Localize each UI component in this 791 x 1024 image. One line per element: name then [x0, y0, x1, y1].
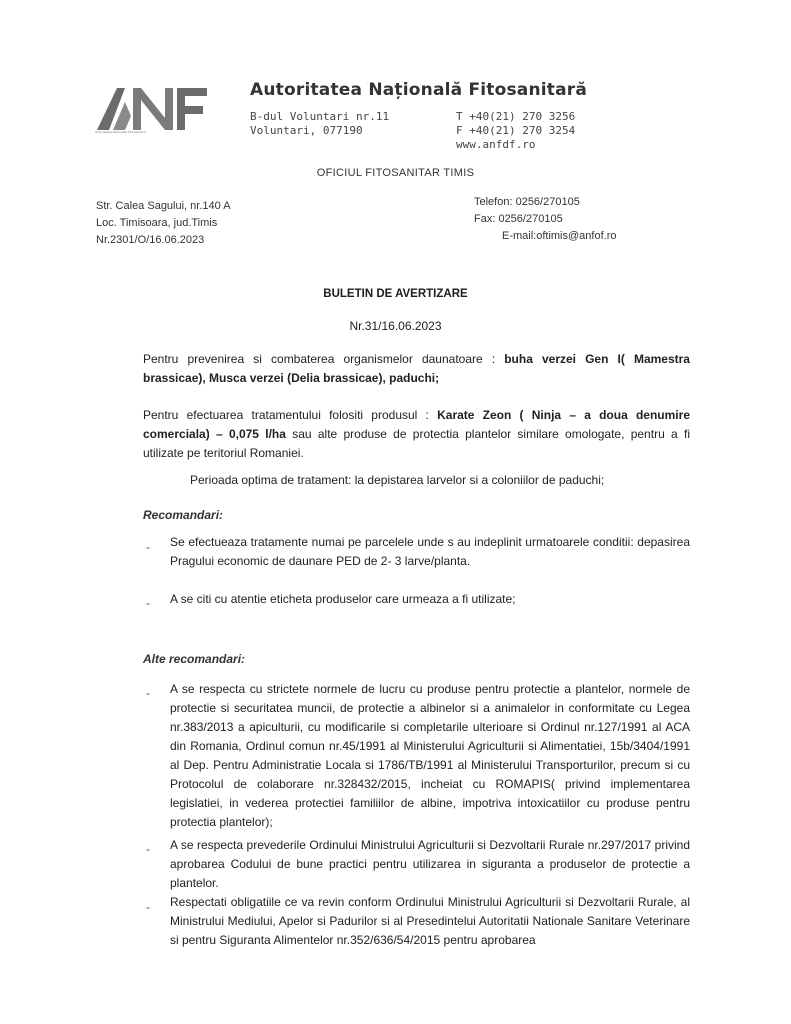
other-recommendation-item: A se respecta prevederile Ordinului Ministrului Agriculturii si Dezvoltarii Rurale nr.297/2017 privind aprobarea Codului de bune practici pentru utilizarea in siguranta a produselor de protectie a plantelor. — [170, 838, 690, 890]
office-name: OFICIUL FITOSANITAR TIMIS — [316, 167, 475, 179]
other-recommendation-item: A se respecta cu strictete normele de lucru cu produse pentru protectie a plantelor, normele de protectie si securitatea muncii, de protectie a albinelor si a animalelor in conformitate cu Legea nr.383/2013 a apiculturii, cu modificarile si completarile ulterioare si Ordinul nr.127/1991 al ACA din Romania, Ordinul comun nr.45/1991 al Ministerului Agriculturii si Alimentatiei, 15b/3404/1991 al Dep. Pentru Administratie Locala si 1786/TB/1991 al Ministerului Transporturilor, precum si cu Protocolul de colaborare nr.328432/2015, incheiat cu ROMAPIS( privind implementarea legislatiei, in vederea protectiei familiilor de albine, impotriva intoxicatiilor cu produse pentru protectia plantelor); — [170, 682, 690, 829]
address-line-2: Voluntari, 077190 — [250, 124, 363, 137]
bullet-dash: - — [146, 686, 150, 700]
logo-tagline: Autoritatea Nationala Fitosanitara — [95, 130, 146, 134]
bullet-dash: - — [146, 596, 150, 610]
bullet-dash: - — [146, 842, 150, 856]
intro-paragraph-1 — [143, 350, 690, 388]
recommendations-heading: Recomandari: — [143, 508, 224, 522]
header-phone: T +40(21) 270 3256 — [456, 110, 576, 123]
bulletin-number: Nr.31/16.06.2023 — [349, 319, 442, 333]
address-line-1: B-dul Voluntari nr.11 — [250, 110, 390, 123]
intro-paragraph-2 — [143, 406, 690, 463]
bullet-dash: - — [146, 540, 150, 554]
office-street: Str. Calea Sagului, nr.140 A — [96, 200, 231, 212]
registration-number: Nr.2301/O/16.06.2023 — [96, 234, 205, 246]
other-recommendations-heading: Alte recomandari: — [143, 652, 246, 666]
treatment-period: Perioada optima de tratament: la depistarea larvelor si a coloniilor de paduchi; — [190, 473, 605, 487]
bullet-dash: - — [146, 900, 150, 914]
recommendation-item: A se citi cu atentie eticheta produselor care urmeaza a fi utilizate; — [170, 592, 516, 606]
office-locality: Loc. Timisoara, jud.Timis — [96, 217, 218, 229]
office-email[interactable]: E-mail:oftimis@anfof.ro — [502, 230, 617, 242]
office-fax: Fax: 0256/270105 — [474, 213, 563, 225]
organization-name: Autoritatea Națională Fitosanitară — [250, 80, 588, 100]
bulletin-title: BULETIN DE AVERTIZARE — [323, 288, 468, 300]
product-recommendation: Karate Zeon ( Ninja – a doua denumire comerciala) – 0,075 l/ha — [143, 408, 690, 441]
office-phone: Telefon: 0256/270105 — [474, 196, 580, 208]
header-fax: F +40(21) 270 3254 — [456, 124, 576, 137]
intro-p2-rest: sau alte produse de protectia plantelor similare omologate, pentru a fi utilizate pe teritoriul Romaniei. — [143, 427, 690, 460]
intro-p2-text: Pentru efectuarea tratamentului folositi produsul : — [143, 408, 438, 422]
target-pests: buha verzei Gen I( Mamestra brassicae), Musca verzei (Delia brassicae), paduchi; — [143, 352, 690, 385]
header-website[interactable]: www.anfdf.ro — [456, 138, 536, 151]
intro-p1-text: Pentru prevenirea si combaterea organismelor daunatoare : — [143, 352, 505, 366]
recommendation-item: Se efectueaza tratamente numai pe parcelele unde s au indeplinit urmatoarele conditii: depasirea Pragului economic de daunare PED de 2- 3 larve/planta. — [170, 535, 690, 568]
anf-logo-graphic — [95, 82, 215, 132]
other-recommendation-item: Respectati obligatiile ce va revin conform Ordinului Ministrului Agriculturii si Dezvoltarii Rurale, al Ministrului Mediului, Apelor si Padurilor si al Presedintelui Autoritatii Nationale Sanitare Veterinare si pentru Siguranta Alimentelor nr.352/636/54/2015 pentru aprobarea — [170, 895, 690, 947]
